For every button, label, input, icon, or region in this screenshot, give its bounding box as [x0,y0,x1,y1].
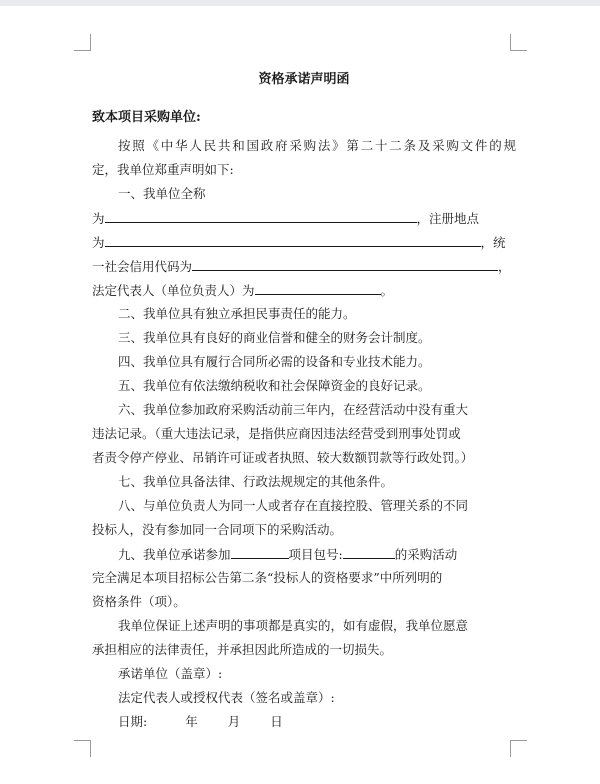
item-9-line-3: 资格条件（项）。 [92,594,186,609]
guarantee-line-1: 我单位保证上述声明的事项都是真实的，如有虚假，我单位愿意 [118,618,469,633]
item-1-legal-rep-prefix: 法定代表人（单位负责人）为 [92,283,255,298]
date-label: 日期: [118,714,148,729]
package-number-blank[interactable] [343,546,395,559]
credit-code-blank[interactable] [192,258,498,271]
item-2: 二、我单位具有独立承担民事责任的能力。 [118,306,356,321]
item-1-legal-rep-suffix: 。 [380,283,394,298]
date-year: 年 [185,714,198,729]
item-1-credit-suffix: ， [498,259,511,274]
corner-mark-bottom-right [510,740,527,757]
addressee: 致本项目采购单位: [92,110,201,125]
item-1-address-prefix: 为 [92,235,105,250]
signature-unit: 承诺单位（盖章）: [118,666,223,681]
document-title: 资格承诺声明函 [258,72,350,87]
item-9-line-1 [92,546,457,563]
item-3: 三、我单位具有良好的商业信誉和健全的财务会计制度。 [118,330,431,345]
item-1-credit-prefix: 一社会信用代码为 [92,259,193,274]
item-1-address-suffix: ，统 [480,235,506,250]
legal-rep-blank[interactable] [255,282,381,295]
item-1-heading: 一、我单位全称 [118,186,206,201]
item-8-line-1: 八、与单位负责人为同一人或者存在直接控股、管理关系的不同 [118,498,469,513]
address-blank[interactable] [105,234,481,247]
signature-representative: 法定代表人或授权代表（签名或盖章）: [118,690,335,705]
item-6-line-3: 者责令停产停业、吊销许可证或者执照、较大数额罚款等行政处罚。） [92,450,474,465]
intro-line-2: 定，我单位郑重声明如下: [92,162,234,177]
item-4: 四、我单位具有履行合同所必需的设备和专业技术能力。 [118,354,431,369]
item-5: 五、我单位有依法缴纳税收和社会保障资金的良好记录。 [118,378,431,393]
intro-line-1: 按照《中华人民共和国政府采购法》第二十二条及采购文件的规 [118,138,516,153]
corner-mark-top-left [74,34,91,51]
item-1-name-line [92,210,479,227]
company-name-blank[interactable] [105,210,417,223]
item-9-middle: 项目包号: [288,547,343,562]
corner-mark-top-right [510,34,527,51]
project-name-blank[interactable] [231,546,289,559]
date-day: 日 [270,714,283,729]
item-9-prefix: 九、我单位承诺参加 [118,547,231,562]
guarantee-line-2: 承担相应的法律责任，并承担因此所造成的一切损失。 [92,642,393,657]
item-6-line-1: 六、我单位参加政府采购活动前三年内，在经营活动中没有重大 [118,402,469,417]
date-line [92,714,283,730]
item-6-line-2: 违法记录。（重大违法记录，是指供应商因违法经营受到刑事处罚或 [92,426,461,441]
item-1-name-prefix: 为 [92,211,105,226]
item-9-suffix: 的采购活动 [394,547,458,562]
item-8-line-2: 投标人，没有参加同一合同项下的采购活动。 [92,522,343,537]
item-1-legal-rep-line [92,282,393,299]
window-top-strip [0,0,600,6]
date-month: 月 [227,714,241,729]
item-1-credit-code-line [92,258,511,275]
item-1-name-suffix: ，注册地点 [416,211,480,226]
item-9-line-2: 完全满足本项目招标公告第二条“投标人的资格要求”中所列明的 [92,570,443,585]
corner-mark-bottom-left [74,740,91,757]
item-7: 七、我单位具备法律、行政法规规定的其他条件。 [118,474,394,489]
item-1-address-line [92,234,506,251]
